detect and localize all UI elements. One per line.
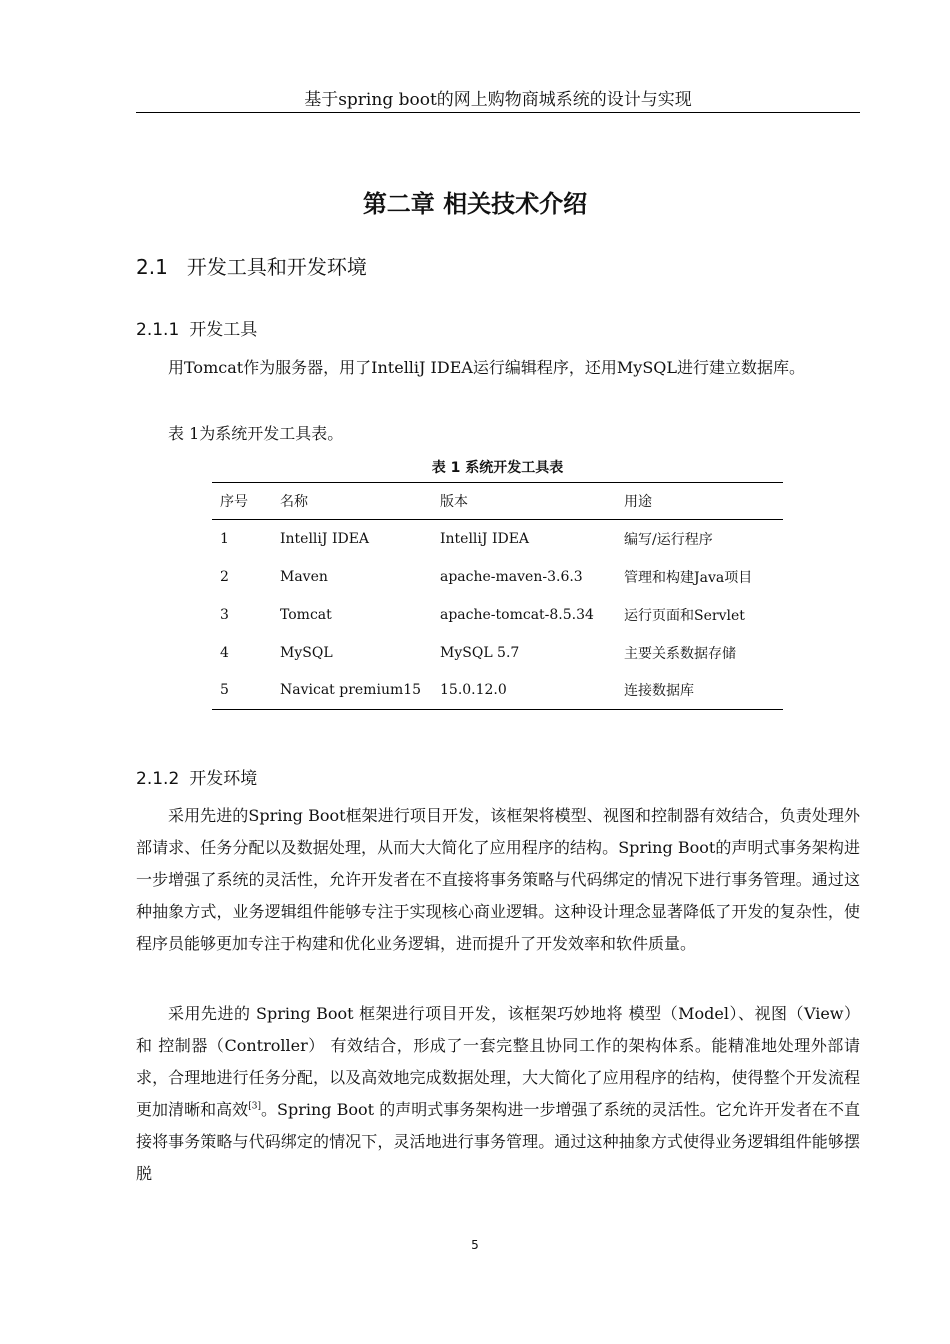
- subsection-heading-environment: [136, 764, 257, 789]
- paragraph-environment-2: [136, 998, 860, 1190]
- cell-version: apache-maven-3.6.3: [440, 568, 583, 585]
- col-header-usage: 用途: [616, 483, 783, 520]
- col-header-name: 名称: [272, 483, 432, 520]
- section-title: 开发工具和开发环境: [186, 255, 367, 279]
- chapter-title: 第二章 相关技术介绍: [362, 190, 588, 218]
- cell-version: IntelliJ IDEA: [440, 530, 530, 547]
- subsection-number: 2.1.2: [136, 769, 180, 789]
- table-caption: 表 1 系统开发工具表: [431, 460, 564, 476]
- subsection-title: 开发工具: [189, 320, 258, 340]
- paragraph-tools-intro: 用Tomcat作为服务器，用了IntelliJ IDEA运行编辑程序，还用MySQL进行建立数据库。: [168, 358, 806, 377]
- table-row: [212, 596, 783, 634]
- subsection-number: 2.1.1: [136, 320, 180, 340]
- cell-index: 1: [220, 530, 229, 547]
- cell-name: IntelliJ IDEA: [280, 530, 370, 547]
- subsection-title: 开发环境: [189, 769, 258, 789]
- table-header-row: [212, 483, 783, 520]
- cell-usage: 管理和构建Java项目: [624, 569, 753, 586]
- paragraph-environment-1: 采用先进的Spring Boot框架进行项目开发，该框架将模型、视图和控制器有效结合，负责处理外部请求、任务分配以及数据处理，从而大大简化了应用程序的结构。Spring Boot的声明式事务架构进一步增强了系统的灵活性，允许开发者在不直接将事务策略与代码绑定的情况下进行事务管理。通过这种抽象方式，业务逻辑组件能够专注于实现核心商业逻辑。这种设计理念显著降低了开发的复杂性，使程序员能够更加专注于构建和优化业务逻辑，进而提升了开发效率和软件质量。: [136, 806, 860, 953]
- cell-version: 15.0.12.0: [440, 682, 507, 699]
- cell-version: apache-tomcat-8.5.34: [440, 606, 594, 623]
- cell-version: MySQL 5.7: [440, 644, 520, 661]
- col-header-index: 序号: [212, 483, 272, 520]
- cell-usage: 主要关系数据存储: [624, 645, 736, 662]
- running-header: 基于spring boot的网上购物商城系统的设计与实现: [136, 88, 860, 113]
- col-header-version: 版本: [432, 483, 616, 520]
- cell-index: 5: [220, 682, 229, 699]
- page-number: 5: [471, 1238, 479, 1252]
- citation-ref: [3]: [248, 1101, 261, 1112]
- table-row: [212, 520, 783, 558]
- cell-usage: 连接数据库: [624, 683, 694, 700]
- paragraph-text: 采用先进的 Spring Boot 框架进行项目开发，该框架巧妙地将 模型（Model）、视图（View） 和 控制器（Controller） 有效结合，形成了一套完整且协同工作的架构体系。能精准地处理外部请求，合理地进行任务分配，以及高效地完成数据处理，大大简化了应用程序的结构，使得整个开发流程更加清晰和高效: [136, 1004, 860, 1119]
- table-row: [212, 558, 783, 596]
- section-number: 2.1: [136, 255, 168, 279]
- paragraph-table-ref: 表 1为系统开发工具表。: [168, 424, 344, 443]
- table-row: [212, 634, 783, 672]
- dev-tools-table: [212, 482, 783, 710]
- cell-name: Maven: [280, 568, 328, 585]
- cell-usage: 运行页面和Servlet: [624, 607, 745, 624]
- cell-index: 2: [220, 568, 229, 585]
- cell-name: Navicat premium15: [280, 682, 422, 699]
- paragraph-text: 。Spring Boot 的声明式事务架构进一步增强了系统的灵活性。它允许开发者在不直接将事务策略与代码绑定的情况下，灵活地进行事务管理。通过这种抽象方式使得业务逻辑组件能够摆脱: [136, 1100, 860, 1183]
- table-row: [212, 672, 783, 710]
- cell-name: Tomcat: [280, 606, 332, 623]
- cell-index: 4: [220, 644, 229, 661]
- subsection-heading-tools: [136, 315, 257, 340]
- cell-index: 3: [220, 606, 229, 623]
- section-heading: [136, 251, 367, 280]
- cell-name: MySQL: [280, 644, 333, 661]
- cell-usage: 编写/运行程序: [624, 531, 713, 548]
